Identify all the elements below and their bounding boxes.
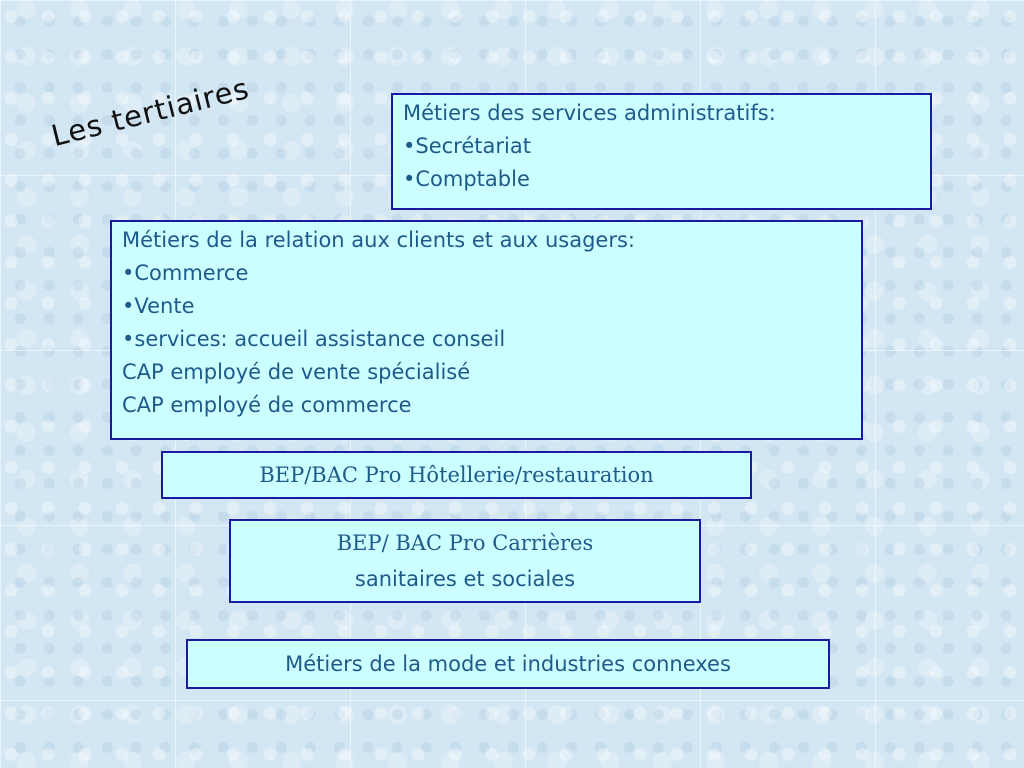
sanitaires-box [229,519,701,603]
relation-cap-commerce: CAP employé de commerce [122,393,412,417]
relation-item-vente: •Vente [122,294,195,318]
relation-cap-vente: CAP employé de vente spécialisé [122,360,471,384]
client-relation-box [110,220,863,440]
mode-box [186,639,830,689]
sanitaires-line-2: sanitaires et sociales [354,567,576,591]
admin-heading: Métiers des services administratifs: [403,101,776,125]
hotellerie-box [161,451,752,499]
relation-heading: Métiers de la relation aux clients et aux usagers: [122,228,635,252]
slide-title: Les tertiaires [48,71,253,153]
hotellerie-text: BEP/BAC Pro Hôtellerie/restauration [259,463,654,487]
relation-item-services: •services: accueil assistance conseil [122,327,506,351]
admin-item-comptable: •Comptable [403,167,530,191]
mode-text: Métiers de la mode et industries connexes [285,652,731,676]
sanitaires-line-1: BEP/ BAC Pro Carrières [336,531,594,555]
relation-item-commerce: •Commerce [122,261,249,285]
admin-services-box [391,93,932,210]
admin-item-secretariat: •Secrétariat [403,134,531,158]
